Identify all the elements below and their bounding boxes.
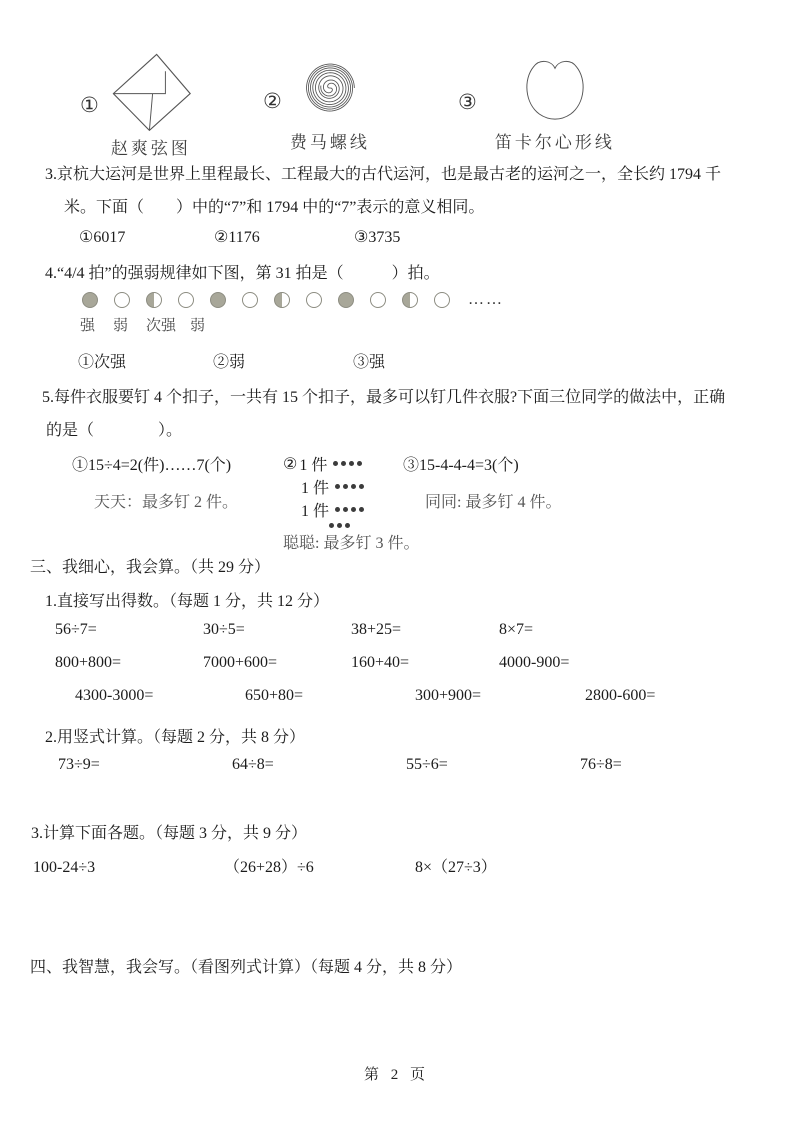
mental-math-item-r2-4: 4000-900= (499, 654, 570, 671)
button-dot (343, 484, 348, 489)
solution-3 (403, 452, 712, 553)
beat-circle-half-3 (146, 292, 162, 308)
section-3-sub-1-title: 1.直接写出得数。（每题 1 分，共 12 分） (45, 593, 330, 610)
mental-math-item-r3-4: 2800-600= (585, 687, 656, 704)
mental-math-item-r2-2: 7000+600= (203, 654, 278, 671)
question-3-line-2: 米。下面（ ）中的“7”和 1794 中的“7”表示的意义相同。 (64, 199, 485, 216)
fermat-spiral-path (306, 64, 354, 111)
section-3-sub-2-title: 2.用竖式计算。（每题 2 分，共 8 分） (45, 729, 306, 746)
figure-fermat (263, 50, 370, 153)
beat-label-3: 次强 (146, 318, 177, 334)
solution-2-rows (283, 452, 403, 521)
question-4-options (78, 349, 488, 372)
question-3-line-1: 3.京杭大运河是世界上里程最长、工程最大的古代运河，也是最古老的运河之一，全长约 1794 千 (45, 166, 722, 183)
beats-ellipsis: …… (468, 291, 504, 308)
button-dot (329, 523, 334, 528)
button-dot (357, 461, 362, 466)
solution-3-formula: ③15-4-4-4=3(个) (403, 457, 519, 474)
question-4-text: 4.“4/4 拍”的强弱规律如下图，第 31 拍是（ ）拍。 (45, 265, 440, 282)
button-dot (359, 484, 364, 489)
mental-math-item-r3-1: 4300-3000= (75, 687, 154, 704)
mixed-calc-row (33, 854, 606, 877)
figure-2-number: ② (263, 89, 282, 113)
button-dot (359, 507, 364, 512)
figure-3-number: ③ (458, 90, 477, 114)
figure-zhaoshuang (80, 52, 195, 159)
beat-circle-empty-8 (306, 292, 322, 308)
section-4-title: 四、我智慧，我会写。（看图列式计算）（每题 4 分，共 8 分） (30, 959, 463, 976)
solution-2-row-label: 1 件 (301, 503, 330, 520)
vertical-calc-item-4: 76÷8= (580, 756, 622, 773)
figure-cardioid (458, 52, 615, 153)
mental-math-item-r1-1: 56÷7= (55, 621, 97, 638)
q4-option-2: ②弱 (213, 354, 246, 371)
beat-circle-empty-10 (370, 292, 386, 308)
mental-math-item-r1-4: 8×7= (499, 621, 534, 638)
button-dot (341, 461, 346, 466)
solution-2-row-3 (301, 498, 403, 521)
beat-circle-empty-2 (114, 292, 130, 308)
button-dot (351, 507, 356, 512)
beat-labels (80, 314, 223, 335)
beat-circle-empty-6 (242, 292, 258, 308)
q4-option-3: ③强 (353, 354, 386, 371)
button-dot (335, 507, 340, 512)
beat-circle-empty-4 (178, 292, 194, 308)
solution-3-answer: 同同: 最多钉 4 件。 (425, 494, 562, 511)
solution-2-partial-dots (329, 521, 403, 530)
question-5-line-2: 的是（ ）。 (46, 422, 183, 439)
page-number: 第 2 页 (363, 1067, 429, 1083)
solution-2-row-1 (283, 452, 403, 475)
mental-math-row-2 (55, 654, 647, 672)
mental-math-item-r1-3: 38+25= (351, 621, 402, 638)
q4-option-1: ①次强 (78, 354, 127, 371)
button-dot (333, 461, 338, 466)
solution-2 (283, 452, 420, 553)
mixed-calc-item-1: 100-24÷3 (33, 859, 96, 876)
question-3-options (79, 227, 489, 247)
solution-2-row-label: 1 件 (299, 457, 328, 474)
mental-math-item-r1-2: 30÷5= (203, 621, 245, 638)
q3-option-1: ①6017 (79, 229, 126, 246)
q3-option-3: ③3735 (354, 229, 401, 246)
mental-math-row-3 (75, 687, 755, 705)
solution-2-row-label: 1 件 (301, 480, 330, 497)
mental-math-item-r3-2: 650+80= (245, 687, 304, 704)
beat-label-2: 弱 (113, 318, 129, 334)
mental-math-row-1 (55, 621, 647, 639)
solution-2-number: ② (283, 455, 298, 473)
solution-1 (72, 452, 283, 553)
figure-3-label: 笛卡尔心形线 (494, 133, 615, 152)
mixed-calc-item-2: （26+28）÷6 (224, 859, 314, 876)
button-dot (335, 484, 340, 489)
section-3-title: 三、我细心，我会算。（共 29 分） (30, 559, 271, 576)
button-dot (337, 523, 342, 528)
button-dot (343, 507, 348, 512)
beat-circle-half-7 (274, 292, 290, 308)
beat-circle-full-1 (82, 292, 98, 308)
mental-math-item-r2-3: 160+40= (351, 654, 410, 671)
beat-label-4: 弱 (190, 318, 206, 334)
beat-circle-full-9 (338, 292, 354, 308)
figure-2-label: 费马螺线 (289, 133, 370, 152)
button-dot (351, 484, 356, 489)
vertical-calc-item-2: 64÷8= (232, 756, 274, 773)
question-5-line-1: 5.每件衣服要钉 4 个扣子，一共有 15 个扣子，最多可以钉几件衣服?下面三位同学的做法中，正确 (42, 389, 726, 406)
q3-option-2: ②1176 (214, 229, 260, 246)
vertical-calc-item-3: 55÷6= (406, 756, 448, 773)
question-5-solutions (72, 452, 712, 553)
mixed-calc-item-3: 8×（27÷3） (415, 859, 497, 876)
zhaoshuang-diagram-icon (107, 52, 195, 132)
vertical-calc-row (58, 756, 754, 774)
cardioid-icon (516, 52, 594, 126)
mental-math-item-r3-3: 300+900= (415, 687, 482, 704)
figure-1-number: ① (80, 93, 99, 117)
solution-1-formula: ①15÷4=2(件)……7(个) (72, 457, 232, 474)
solution-1-answer: 天天：最多钉 2 件。 (94, 494, 239, 511)
vertical-calc-item-1: 73÷9= (58, 756, 100, 773)
beat-circle-half-11 (402, 292, 418, 308)
fermat-spiral-icon (294, 50, 366, 126)
solution-2-answer: 聪聪: 最多钉 3 件。 (283, 535, 420, 552)
section-3-sub-3-title: 3.计算下面各题。（每题 3 分，共 9 分） (31, 825, 308, 842)
beat-label-1: 强 (80, 318, 96, 334)
beat-circle-empty-12 (434, 292, 450, 308)
beat-circles (82, 291, 504, 309)
solution-2-row-2 (301, 475, 403, 498)
button-dot (349, 461, 354, 466)
mental-math-item-r2-1: 800+800= (55, 654, 122, 671)
beat-circle-full-5 (210, 292, 226, 308)
button-dot (345, 523, 350, 528)
figure-1-label: 赵爽弦图 (110, 139, 191, 158)
